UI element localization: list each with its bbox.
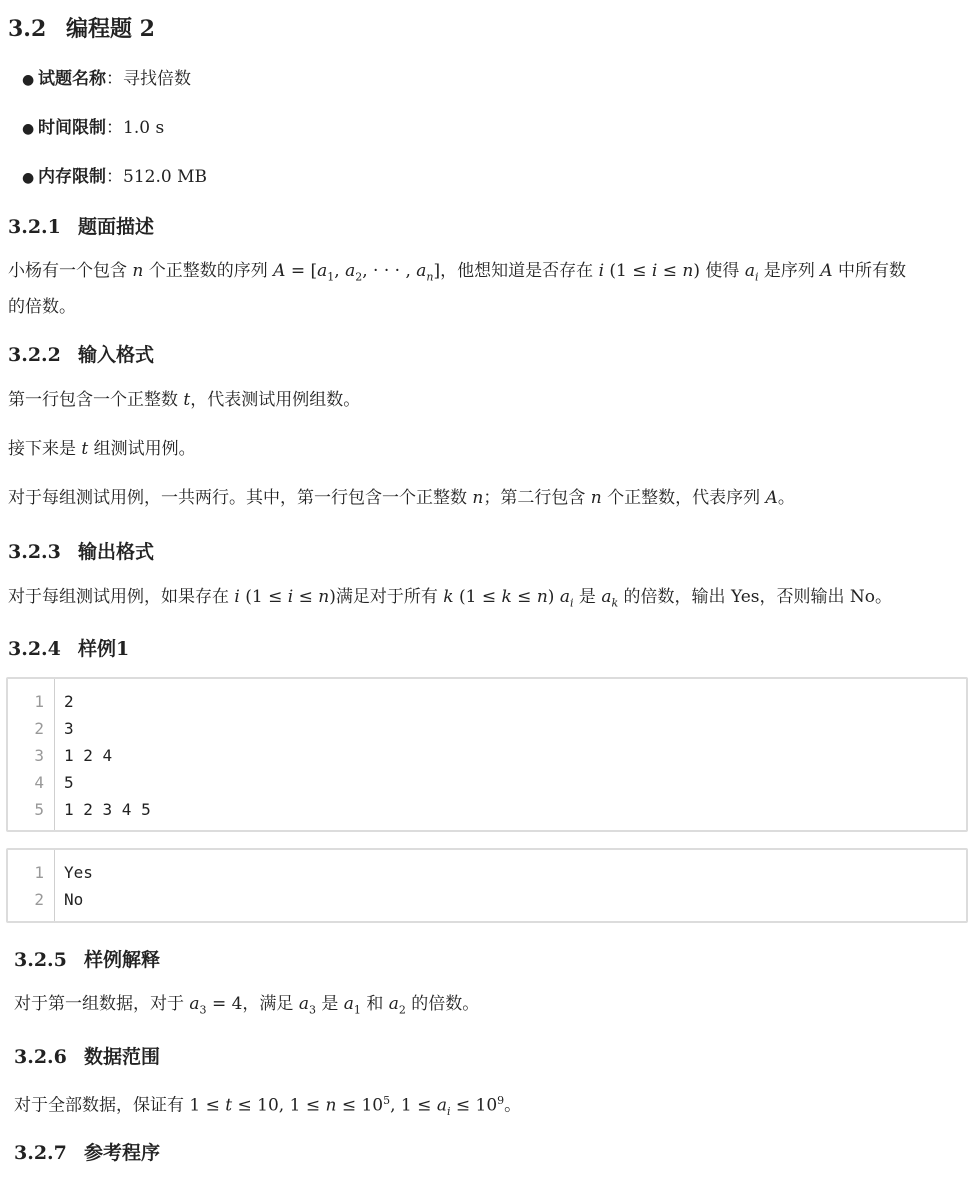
code-line: 1 Yes — [34, 863, 93, 882]
code-line: 5 1 2 3 4 5 — [34, 800, 151, 819]
bullet-icon: ● — [22, 121, 35, 137]
subheading-range: 3.2.6 数据范围 — [14, 1046, 161, 1068]
subheading-explanation: 3.2.5 样例解释 — [14, 949, 161, 971]
explanation-text: 对于第一组数据，对于 $a_3 = 4$，满足 $a_3$ 是 $a_1$ 和 $a_2$ 的倍数。 — [14, 994, 480, 1017]
section-heading — [8, 12, 155, 43]
sample-input-code-block — [6, 677, 968, 832]
subheading-sample: 3.2.4 样例1 — [8, 638, 130, 660]
description-text: 小杨有一个包含 n 个正整数的序列 $A = [a_1$, $a_2$, · · · , $a_n$]，他想知道是否存在 i (1 ≤ i ≤ n) 使得 $a_i$ 是序列 A 中所有数 的倍数。 — [8, 261, 906, 318]
input-line-3: 对于每组测试用例，一共两行。其中，第一行包含一个正整数 n；第二行包含 n 个正整数，代表序列 A。 — [8, 488, 795, 508]
subheading-input: 3.2.2 输入格式 — [8, 344, 155, 366]
sample-output-code-block — [6, 848, 968, 923]
input-line-2: 接下来是 t 组测试用例。 — [8, 439, 196, 459]
section-title: 编程题 2 — [66, 16, 155, 42]
code-line: 2 No — [34, 890, 84, 909]
code-line: 1 2 — [34, 692, 74, 711]
code-line: 2 3 — [34, 719, 74, 738]
subheading-description: 3.2.1 题面描述 — [8, 216, 155, 238]
bullet-icon: ● — [22, 170, 35, 186]
meta-item-name: ● 试题名称：寻找倍数 — [0, 64, 191, 89]
subheading-reference-program: 3.2.7 参考程序 — [14, 1142, 161, 1164]
output-text: 对于每组测试用例，如果存在 i (1 ≤ i ≤ n)满足对于所有 k (1 ≤ k ≤ n) $a_i$ 是 $a_k$ 的倍数，输出 Yes，否则输出 No。 — [8, 587, 892, 610]
input-line-1: 第一行包含一个正整数 t，代表测试用例组数。 — [8, 390, 361, 410]
code-line: 4 5 — [34, 773, 74, 792]
section-number: 3.2 — [8, 16, 47, 42]
subheading-output: 3.2.3 输出格式 — [8, 541, 155, 563]
range-text: 对于全部数据，保证有 1 ≤ t ≤ 10, $1 \le n \le 10^5$, $1 \le a_i \le 10^9$。 — [14, 1094, 522, 1119]
meta-item-memory: ● 内存限制：512.0 MB — [0, 162, 207, 187]
code-line: 3 1 2 4 — [34, 746, 113, 765]
meta-item-time: ● 时间限制：1.0 s — [0, 113, 164, 138]
bullet-icon: ● — [22, 72, 35, 88]
